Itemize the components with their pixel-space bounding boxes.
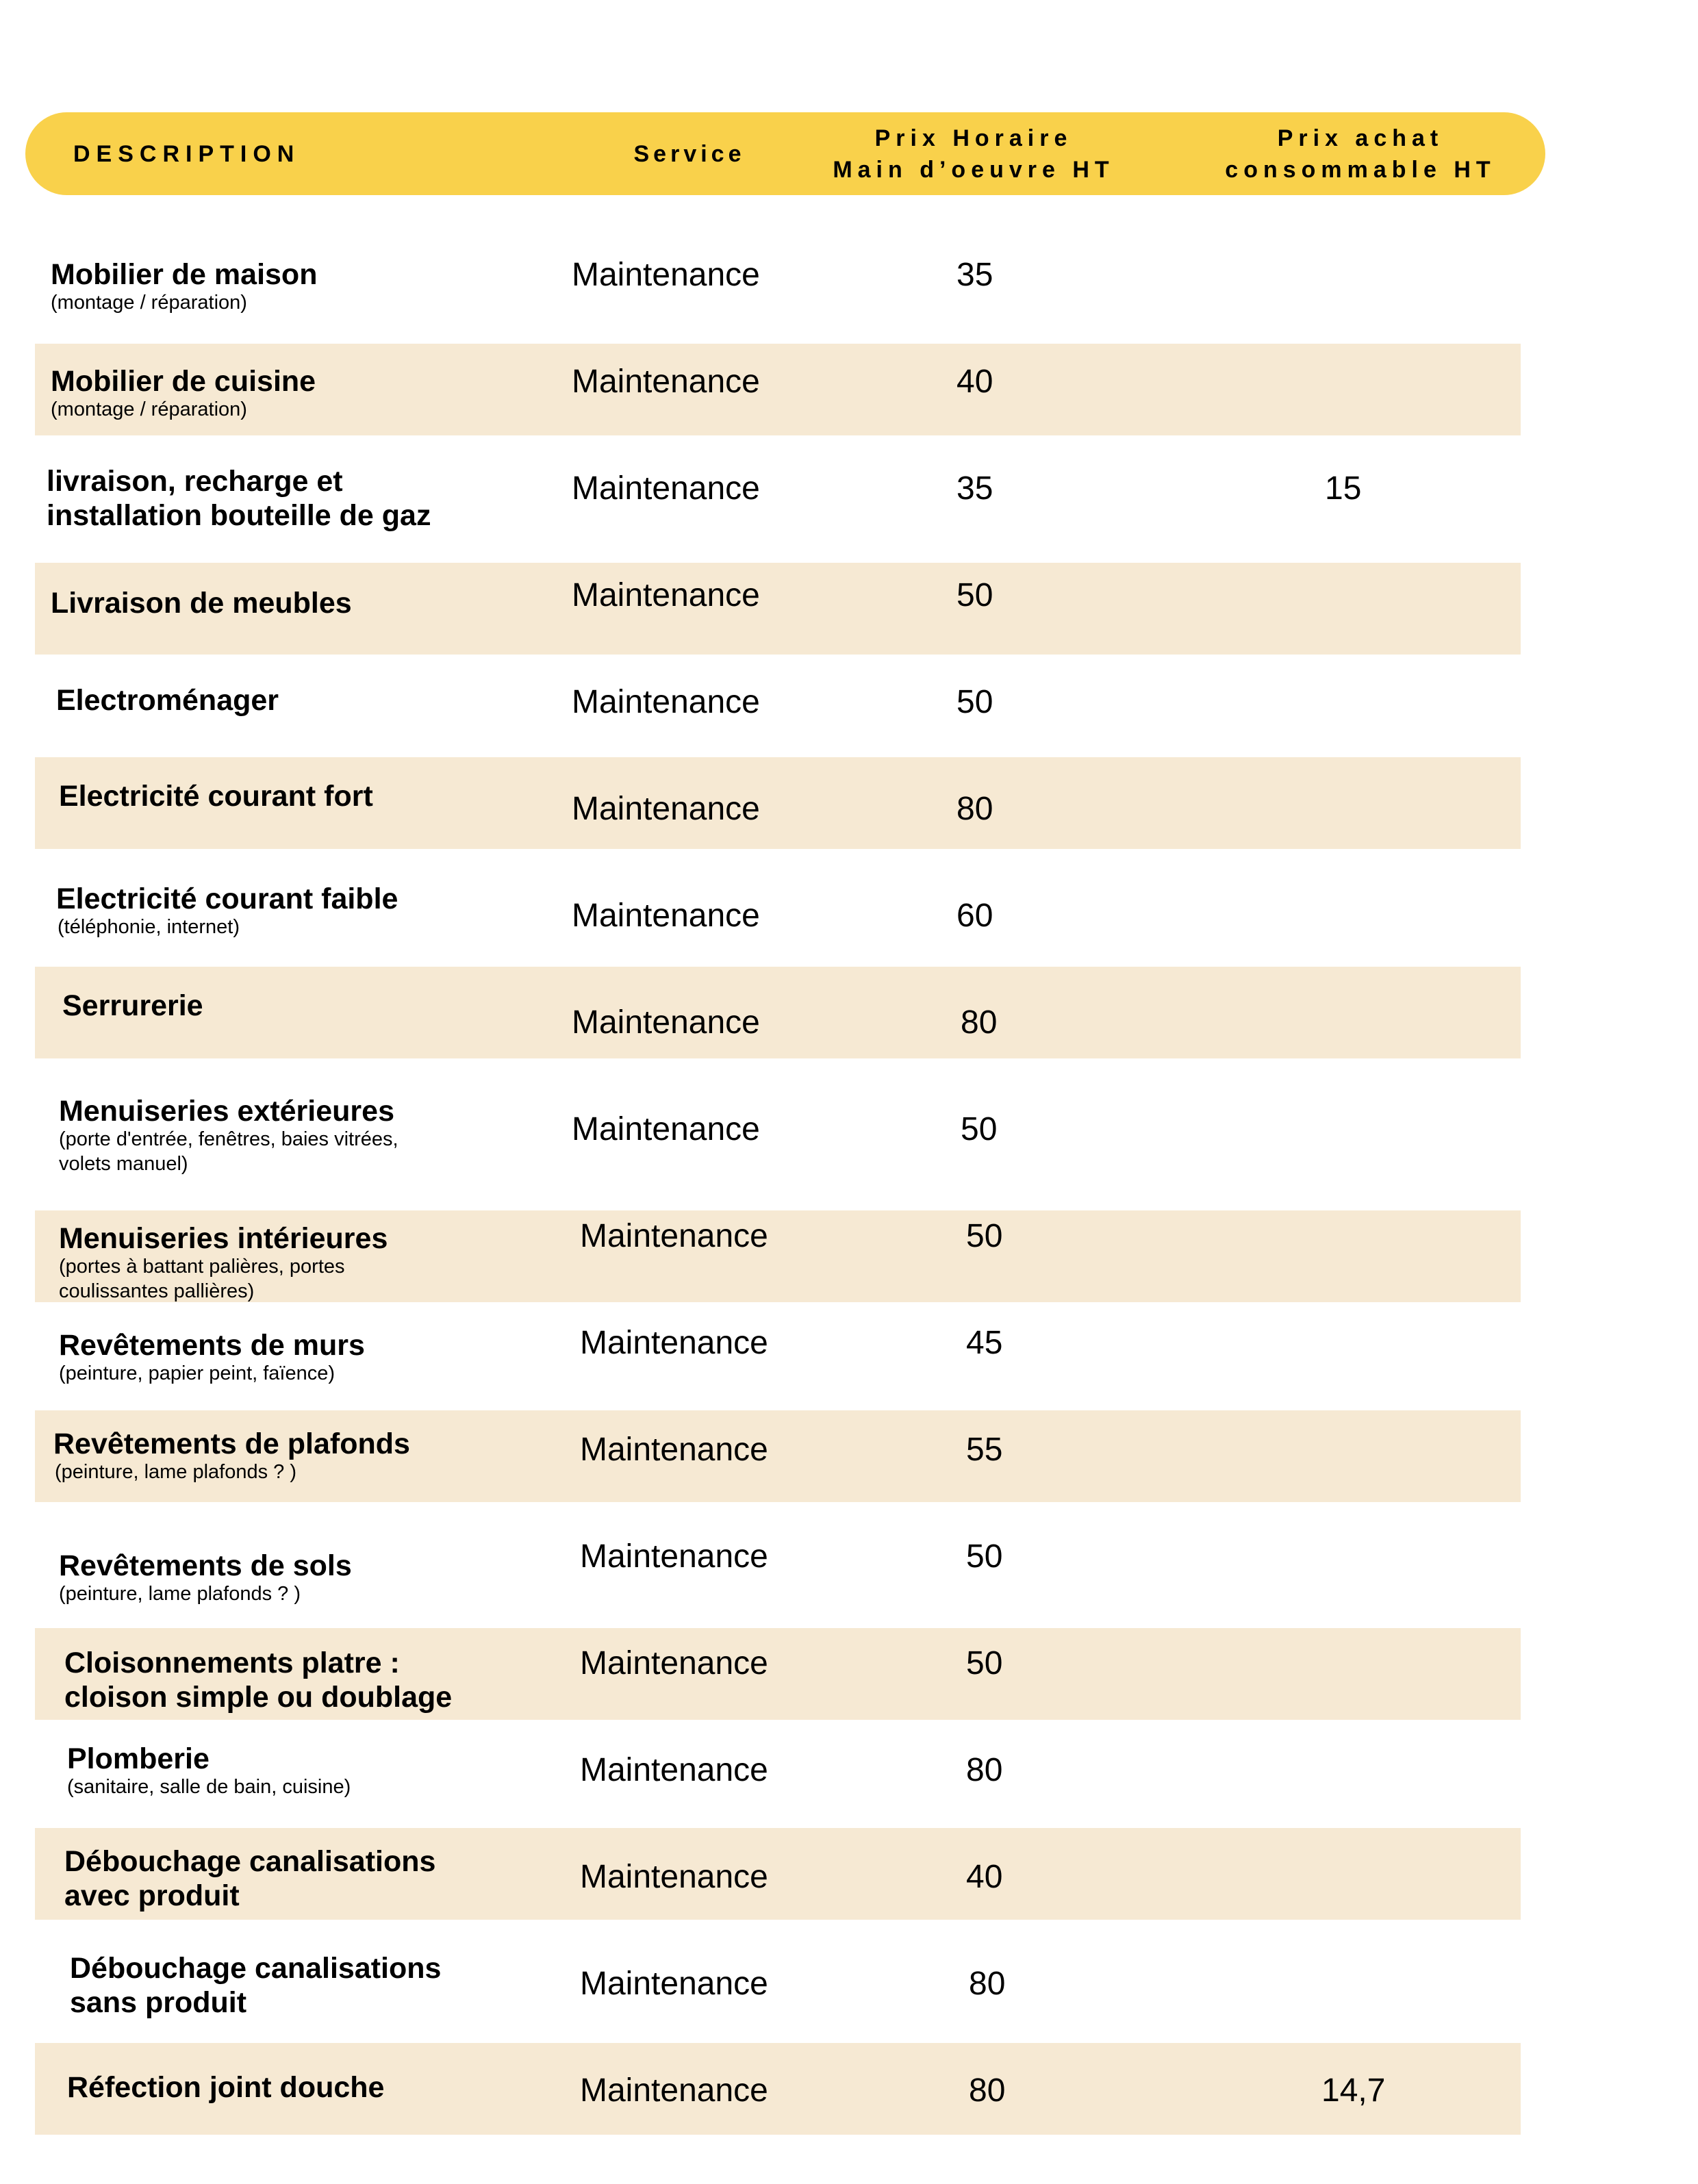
row-9-description: Menuiseries extérieures <box>59 1095 394 1128</box>
row-11-price: 45 <box>966 1325 1003 1361</box>
row-7-description: Electricité courant faible <box>56 883 398 915</box>
row-5-description: Electroménager <box>56 684 279 717</box>
row-7-price: 60 <box>956 898 993 934</box>
row-16-service: Maintenance <box>580 1859 768 1895</box>
row-17-service: Maintenance <box>580 1966 768 2002</box>
row-2-price: 40 <box>956 364 993 400</box>
row-12-detail: (peinture, lame plafonds ? ) <box>55 1461 297 1483</box>
header-description: DESCRIPTION <box>73 140 301 167</box>
row-16-price: 40 <box>966 1859 1003 1895</box>
header-hourly-price: Prix Horaire Main d’oeuvre HT <box>833 125 1115 183</box>
row-3-service: Maintenance <box>572 470 760 507</box>
row-4-service: Maintenance <box>572 577 760 613</box>
table-header <box>25 112 1545 195</box>
row-2-service: Maintenance <box>572 364 760 400</box>
row-10-service: Maintenance <box>580 1218 768 1254</box>
row-3-consumable: 15 <box>1325 470 1362 507</box>
row-15-description: Plomberie <box>67 1742 210 1775</box>
row-10-price: 50 <box>966 1218 1003 1254</box>
row-15-service: Maintenance <box>580 1752 768 1788</box>
row-15-price: 80 <box>966 1752 1003 1788</box>
row-14-price: 50 <box>966 1645 1003 1681</box>
row-8-service: Maintenance <box>572 1004 760 1041</box>
row-1-detail: (montage / réparation) <box>51 292 247 314</box>
header-service: Service <box>633 140 746 167</box>
row-15-detail: (sanitaire, salle de bain, cuisine) <box>67 1776 351 1798</box>
row-3-description: livraison, recharge et installation bouteille de gaz <box>47 465 431 532</box>
row-3-price: 35 <box>956 470 993 507</box>
row-13-description: Revêtements de sols <box>59 1549 352 1582</box>
row-10-description: Menuiseries intérieures <box>59 1222 388 1255</box>
row-13-detail: (peinture, lame plafonds ? ) <box>59 1583 301 1605</box>
row-14-description: Cloisonnements platre : cloison simple ou doublage <box>64 1647 453 1714</box>
row-7-detail: (téléphonie, internet) <box>58 916 240 938</box>
row-13-service: Maintenance <box>580 1538 768 1575</box>
row-17-price: 80 <box>969 1966 1006 2002</box>
row-2-description: Mobilier de cuisine <box>51 365 316 398</box>
row-5-price: 50 <box>956 684 993 720</box>
header-consumable-price: Prix achat consommable HT <box>1225 125 1496 183</box>
row-9-price: 50 <box>961 1111 998 1147</box>
row-6-price: 80 <box>956 791 993 827</box>
row-4-price: 50 <box>956 577 993 613</box>
row-1-description: Mobilier de maison <box>51 258 318 291</box>
row-2-detail: (montage / réparation) <box>51 398 247 420</box>
row-11-description: Revêtements de murs <box>59 1329 365 1362</box>
row-18-description: Réfection joint douche <box>67 2071 385 2104</box>
row-14-service: Maintenance <box>580 1645 768 1681</box>
row-12-price: 55 <box>966 1432 1003 1468</box>
row-12-service: Maintenance <box>580 1432 768 1468</box>
row-18-consumable: 14,7 <box>1321 2072 1386 2109</box>
row-8-description: Serrurerie <box>62 989 203 1022</box>
row-17-description: Débouchage canalisations sans produit <box>70 1952 442 2019</box>
row-8-price: 80 <box>961 1004 998 1041</box>
row-1-price: 35 <box>956 257 993 293</box>
row-band <box>35 967 1521 1058</box>
row-10-detail: (portes à battant palières, portes coulissantes pallières) <box>59 1256 345 1302</box>
row-9-detail: (porte d'entrée, fenêtres, baies vitrées, volets manuel) <box>59 1128 398 1175</box>
row-11-detail: (peinture, papier peint, faïence) <box>59 1362 335 1384</box>
row-9-service: Maintenance <box>572 1111 760 1147</box>
row-6-service: Maintenance <box>572 791 760 827</box>
row-5-service: Maintenance <box>572 684 760 720</box>
row-16-description: Débouchage canalisations avec produit <box>64 1845 436 1912</box>
row-1-service: Maintenance <box>572 257 760 293</box>
row-7-service: Maintenance <box>572 898 760 934</box>
row-6-description: Electricité courant fort <box>59 780 373 813</box>
row-12-description: Revêtements de plafonds <box>53 1427 410 1460</box>
row-13-price: 50 <box>966 1538 1003 1575</box>
row-4-description: Livraison de meubles <box>51 587 352 620</box>
row-11-service: Maintenance <box>580 1325 768 1361</box>
row-18-price: 80 <box>969 2072 1006 2109</box>
row-18-service: Maintenance <box>580 2072 768 2109</box>
